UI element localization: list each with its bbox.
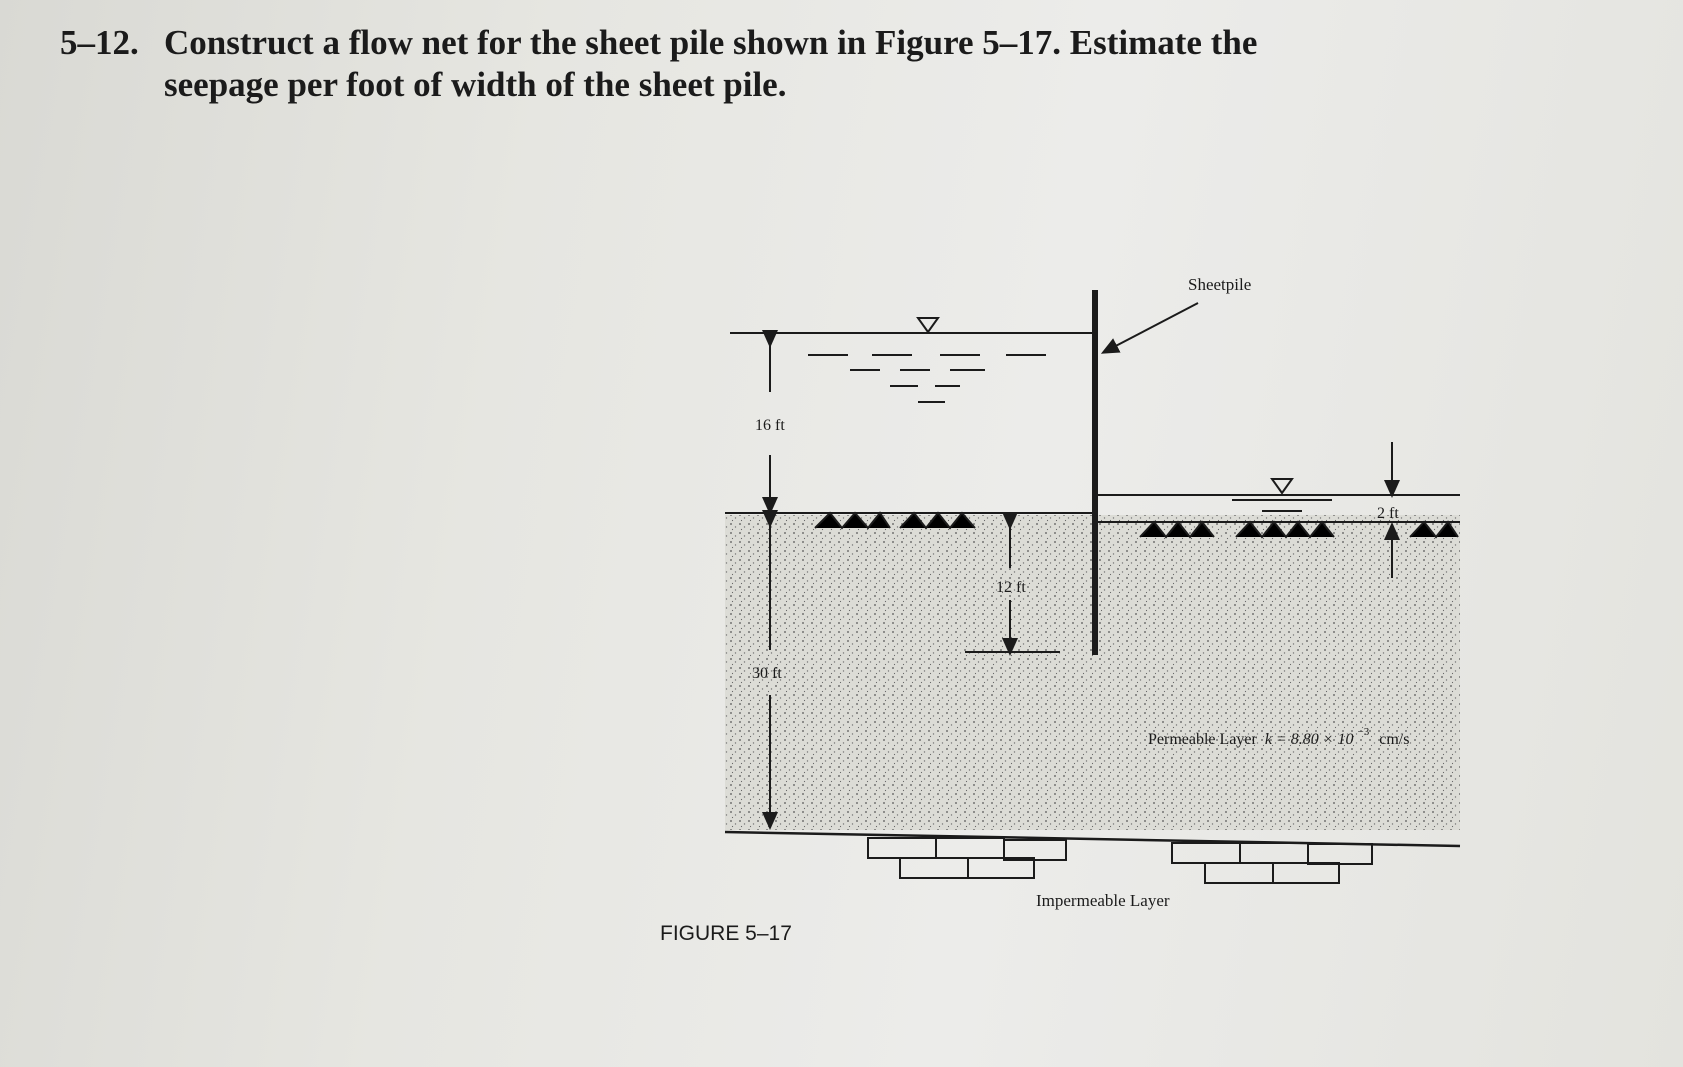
permeability-value: k = 8.80 × 10: [1264, 731, 1354, 748]
sheetpile-pointer: [1108, 303, 1198, 350]
upstream-water-hatch: [808, 355, 1046, 402]
problem-statement: Construct a flow net for the sheet pile shown in Figure 5–17. Estimate the seepage per foot of width of the sheet pile.: [164, 23, 1258, 104]
permeability-exponent: −3: [1357, 726, 1370, 738]
downstream-water-level-icon: [1272, 479, 1292, 493]
sheetpile-label: Sheetpile: [1188, 275, 1252, 294]
impermeable-layer-label: Impermeable Layer: [1036, 891, 1170, 910]
impermeable-blocks-right: [1172, 843, 1372, 883]
downstream-water-hatch: [1232, 500, 1332, 511]
problem-number: 5–12.: [60, 23, 139, 62]
downstream-depth-label: 2 ft: [1377, 505, 1399, 522]
permeable-layer-name: Permeable Layer: [1148, 731, 1257, 748]
impermeable-blocks-left: [868, 838, 1066, 878]
figure-caption: FIGURE 5–17: [660, 922, 792, 945]
upstream-water-level-icon: [918, 318, 938, 332]
permeable-thickness-label: 30 ft: [752, 665, 782, 682]
upstream-depth-label: 16 ft: [755, 417, 785, 434]
permeability-unit: cm/s: [1379, 731, 1410, 748]
pile-embedment-label: 12 ft: [996, 579, 1026, 596]
